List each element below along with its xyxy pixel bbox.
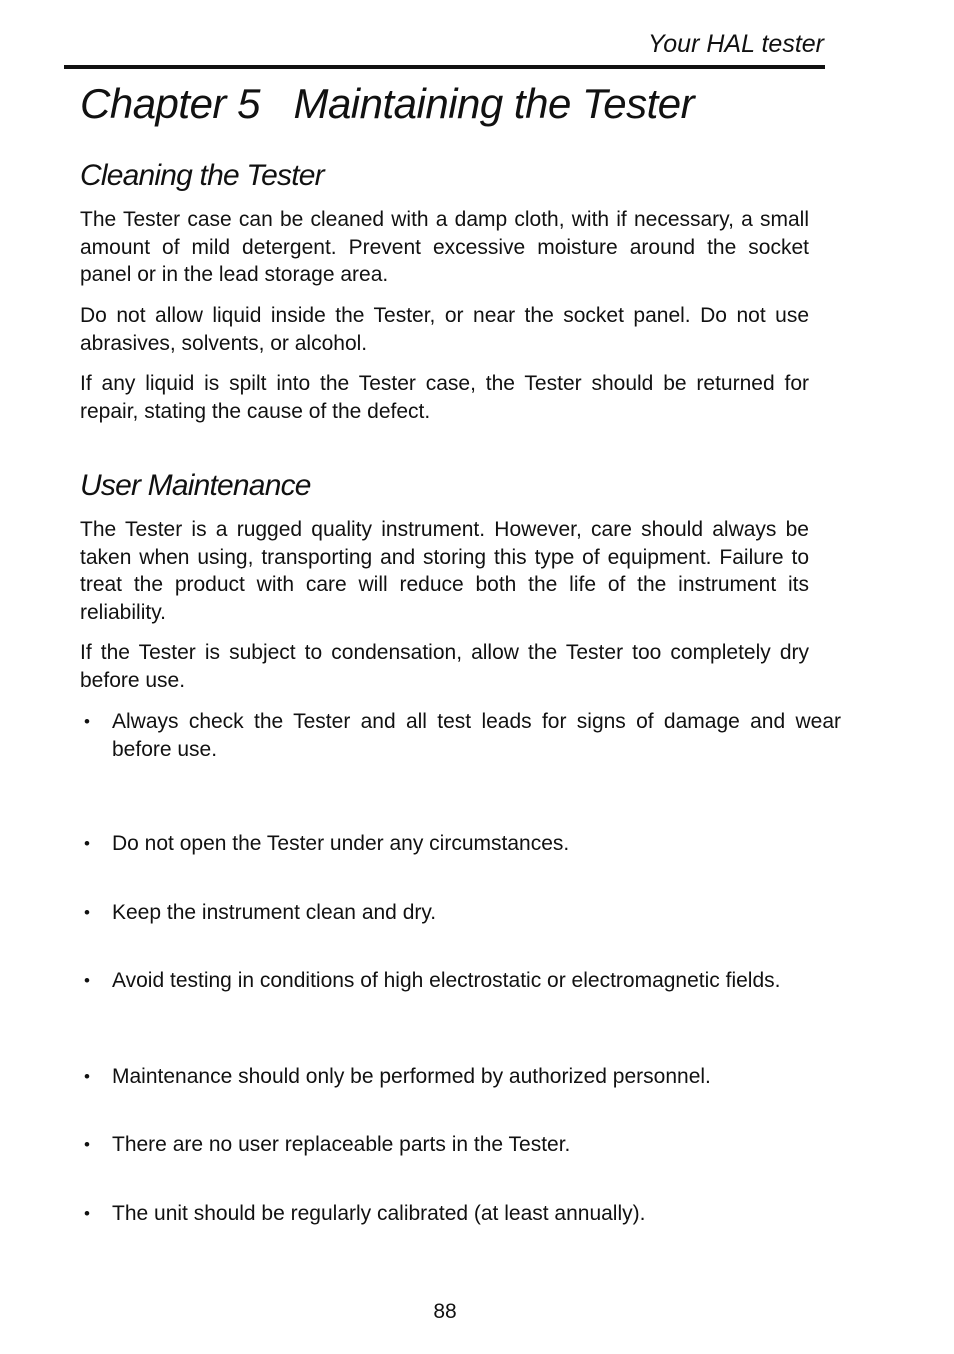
chapter-title: Chapter 5 Maintaining the Tester [80, 80, 695, 127]
list-item [80, 1063, 841, 1091]
list-item-text: There are no user replaceable parts in the Tester. [112, 1133, 571, 1156]
bullet-icon: • [84, 1203, 90, 1223]
cleaning-paragraph-2: Do not allow liquid inside the Tester, or near the socket panel. Do not use abrasives, solvents, or alcohol. [80, 304, 809, 355]
list-item [80, 708, 841, 763]
list-item-text: Always check the Tester and all test leads for signs of damage and wear before use. [112, 710, 841, 761]
list-item [80, 1131, 841, 1159]
section-heading-cleaning: Cleaning the Tester [80, 159, 324, 192]
bullet-icon: • [84, 834, 90, 853]
list-item-text: The unit should be regularly calibrated (at least annually). [112, 1201, 646, 1225]
header-rule [64, 65, 825, 69]
bullet-icon: • [84, 902, 90, 922]
list-item [80, 830, 841, 858]
bullet-icon: • [84, 712, 90, 731]
list-item-text: Avoid testing in conditions of high electrostatic or electromagnetic fields. [112, 969, 781, 992]
bullet-icon: • [84, 1066, 90, 1086]
list-item-text: Maintenance should only be performed by authorized personnel. [112, 1064, 711, 1088]
list-item [80, 899, 841, 927]
list-item [80, 1200, 841, 1228]
page-number: 88 [433, 1300, 457, 1323]
section-heading-user-maintenance: User Maintenance [80, 469, 311, 502]
list-item [80, 967, 841, 995]
bullet-icon: • [84, 971, 90, 990]
list-item-text: Keep the instrument clean and dry. [112, 900, 437, 924]
maintenance-paragraph-2: If the Tester is subject to condensation, allow the Tester too completely dry before use. [80, 641, 809, 692]
running-header: Your HAL tester [647, 30, 824, 58]
maintenance-paragraph-1: The Tester is a rugged quality instrument. However, care should always be taken when using, transporting and storing this type of equipment. Failure to treat the product with care will reduce both the life of the instrument its reliability. [80, 518, 809, 624]
bullet-icon: • [84, 1135, 90, 1154]
cleaning-paragraph-3: If any liquid is spilt into the Tester case, the Tester should be returned for repair, stating the cause of the defect. [80, 372, 809, 423]
list-item-text: Do not open the Tester under any circumstances. [112, 832, 570, 855]
cleaning-paragraph-1: The Tester case can be cleaned with a damp cloth, with if necessary, a small amount of mild detergent. Prevent excessive moisture around the socket panel or in the lead storage area. [80, 208, 809, 286]
